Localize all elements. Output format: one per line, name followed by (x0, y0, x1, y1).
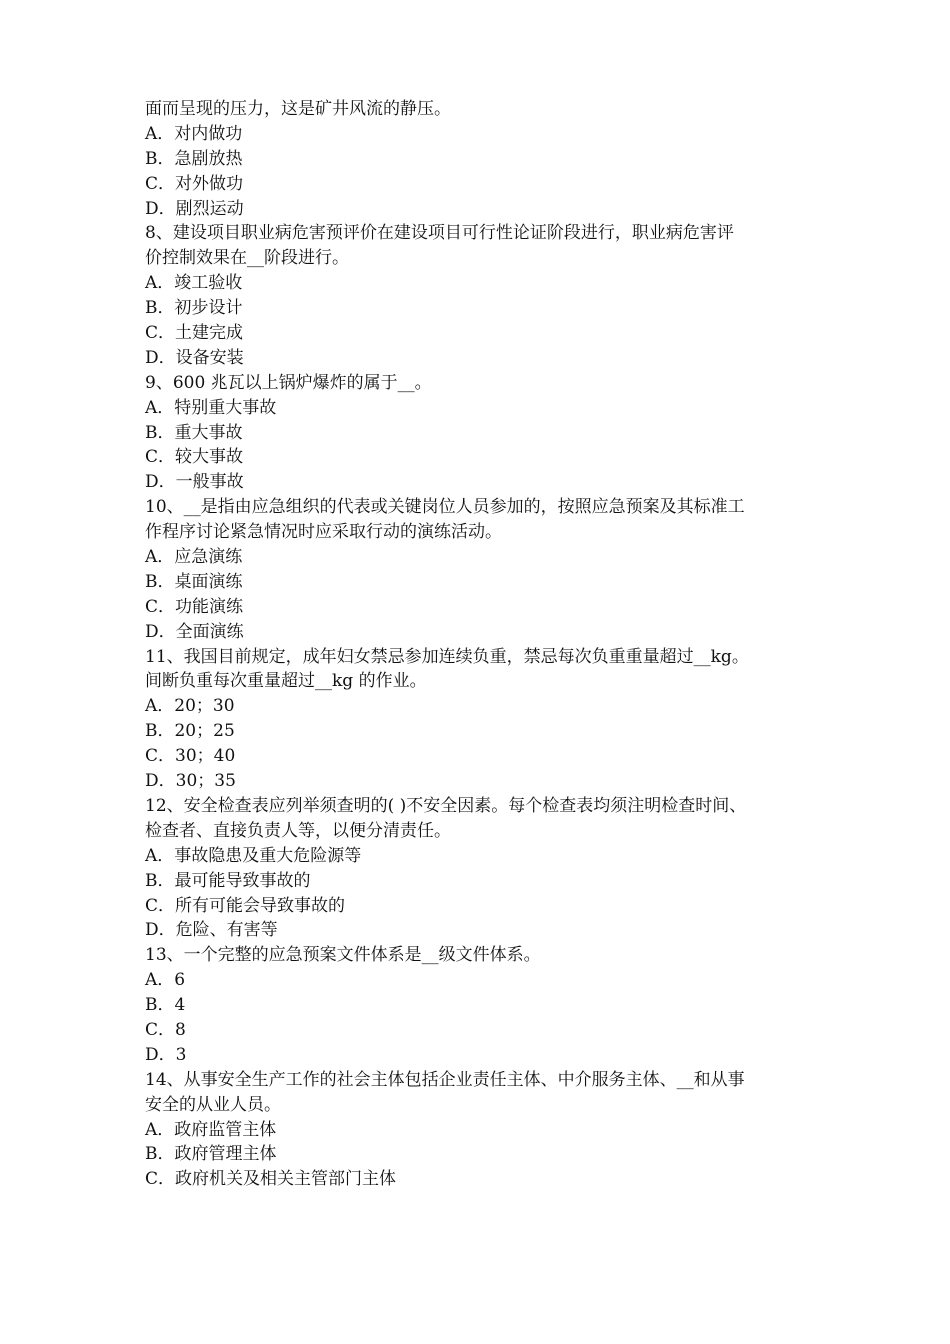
question-12 (145, 794, 815, 943)
question-text-line: 10、__是指由应急组织的代表或关键岗位人员参加的，按照应急预案及其标准工 (145, 497, 745, 518)
option-b: B．4 (145, 995, 186, 1016)
option-b: B．重大事故 (145, 422, 243, 443)
option-a: A．应急演练 (145, 547, 243, 568)
option-d: D．设备安装 (145, 347, 244, 368)
option-d: D．全面演练 (145, 621, 244, 642)
option-a: A．政府监管主体 (145, 1119, 277, 1140)
option-b: B．初步设计 (145, 298, 243, 319)
question-text-line: 11、我国目前规定，成年妇女禁忌参加连续负重，禁忌每次负重重量超过__kg。 (145, 646, 749, 667)
option-a: A．特别重大事故 (145, 397, 277, 418)
option-c: C．对外做功 (145, 173, 244, 194)
question-10 (145, 495, 815, 644)
question-text-line: 12、安全检查表应列举须查明的( )不安全因素。每个检查表均须注明检查时间、 (145, 795, 747, 816)
question-text-line: 安全的从业人员。 (145, 1094, 281, 1115)
option-b: B．急剧放热 (145, 148, 243, 169)
option-b: B．政府管理主体 (145, 1144, 277, 1165)
question-9 (145, 371, 815, 495)
option-d: D．3 (145, 1044, 187, 1065)
option-a: A．6 (145, 970, 186, 991)
question-text-line: 9、600 兆瓦以上锅炉爆炸的属于__。 (145, 372, 432, 393)
question-14 (145, 1068, 815, 1192)
option-d: D．30；35 (145, 771, 236, 792)
option-c: C．功能演练 (145, 596, 244, 617)
question-text-line: 价控制效果在__阶段进行。 (145, 248, 349, 269)
question-text-line: 间断负重每次重量超过__kg 的作业。 (145, 671, 427, 692)
question-text-line: 8、建设项目职业病危害预评价在建设项目可行性论证阶段进行，职业病危害评 (145, 223, 734, 244)
question-text-line: 14、从事安全生产工作的社会主体包括企业责任主体、中介服务主体、__和从事 (145, 1069, 745, 1090)
option-c: C．土建完成 (145, 323, 244, 344)
option-c: C．30；40 (145, 746, 236, 767)
option-d: D．危险、有害等 (145, 920, 278, 941)
document-page (145, 97, 815, 1192)
option-a: A．20；30 (145, 696, 235, 717)
question-11 (145, 645, 815, 794)
option-c: C．8 (145, 1019, 186, 1040)
question-text-line: 作程序讨论紧急情况时应采取行动的演练活动。 (145, 522, 502, 543)
option-a: A．事故隐患及重大危险源等 (145, 845, 362, 866)
question-text-line: 检查者、直接负责人等，以便分清责任。 (145, 820, 451, 841)
option-a: A．对内做功 (145, 123, 243, 144)
question-7-tail (145, 97, 815, 221)
option-b: B．最可能导致事故的 (145, 870, 311, 891)
option-c: C．政府机关及相关主管部门主体 (145, 1169, 397, 1190)
question-8 (145, 221, 815, 370)
option-b: B．20；25 (145, 721, 235, 742)
option-d: D．剧烈运动 (145, 198, 244, 219)
option-a: A．竣工验收 (145, 273, 243, 294)
question-text-line: 面而呈现的压力，这是矿井风流的静压。 (145, 99, 451, 119)
option-c: C．较大事故 (145, 447, 244, 468)
question-13 (145, 943, 815, 1067)
option-c: C．所有可能会导致事故的 (145, 895, 346, 916)
question-text-line: 13、一个完整的应急预案文件体系是__级文件体系。 (145, 945, 541, 966)
option-d: D．一般事故 (145, 472, 244, 493)
option-b: B．桌面演练 (145, 571, 243, 592)
